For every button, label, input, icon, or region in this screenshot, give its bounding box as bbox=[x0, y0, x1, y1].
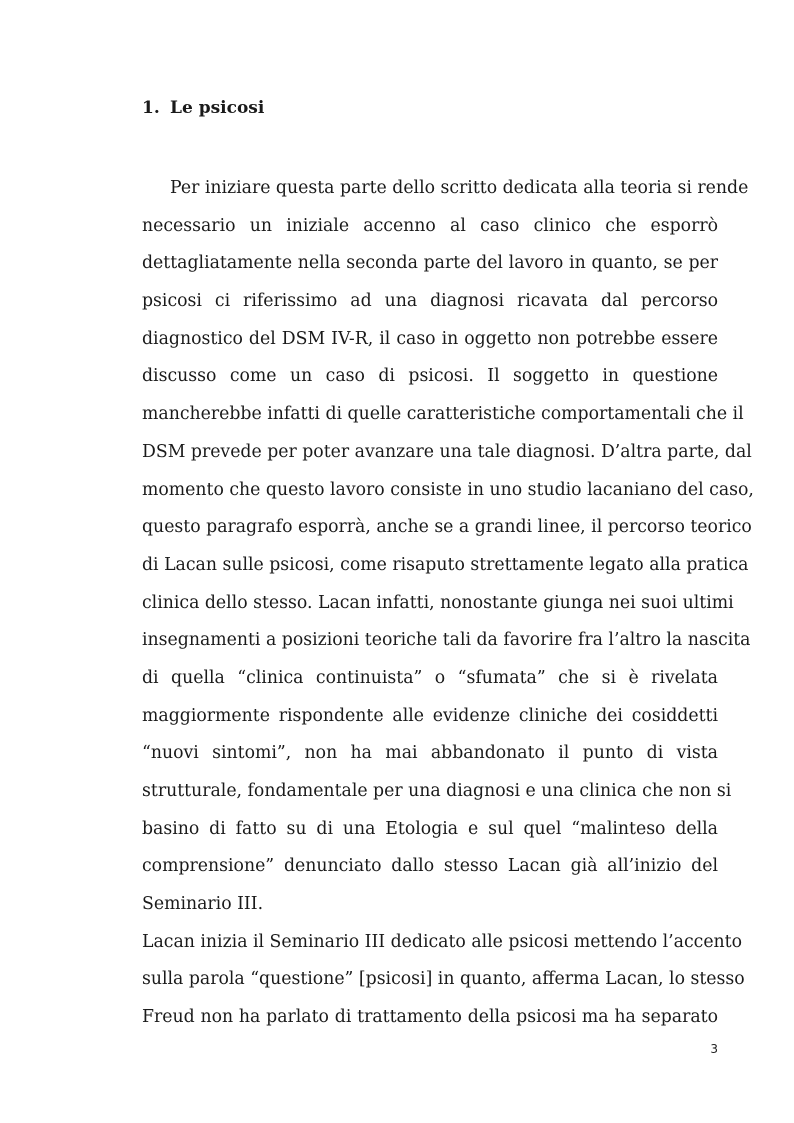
section-title: Le psicosi bbox=[170, 98, 265, 118]
text-line: basino di fatto su di una Etologia e sul quel “malinteso della bbox=[142, 818, 718, 839]
text-line: discusso come un caso di psicosi. Il soggetto in questione bbox=[142, 366, 718, 387]
page-number: 3 bbox=[710, 1042, 718, 1056]
text-line: dettagliatamente nella seconda parte del lavoro in quanto, se per bbox=[142, 253, 718, 274]
text-line: maggiormente rispondente alle evidenze cliniche dei cosiddetti bbox=[142, 705, 718, 726]
text-line: di Lacan sulle psicosi, come risaputo strettamente legato alla pratica bbox=[142, 554, 749, 575]
text-line: strutturale, fondamentale per una diagnosi e una clinica che non si bbox=[142, 781, 732, 801]
text-line: di quella “clinica continuista” o “sfumata” che si è rivelata bbox=[142, 667, 718, 688]
text-line: mancherebbe infatti di quelle caratteristiche comportamentali che il bbox=[142, 404, 744, 425]
text-line: DSM prevede per poter avanzare una tale diagnosi. D’altra parte, dal bbox=[142, 441, 752, 462]
body-text bbox=[142, 170, 754, 1037]
text-line: diagnostico del DSM IV-R, il caso in oggetto non potrebbe essere bbox=[142, 328, 718, 349]
text-line: sulla parola “questione” [psicosi] in quanto, afferma Lacan, lo stesso bbox=[142, 969, 745, 990]
text-line: Freud non ha parlato di trattamento della psicosi ma ha separato bbox=[142, 1007, 718, 1028]
section-heading bbox=[142, 96, 264, 120]
text-line: Lacan inizia il Seminario III dedicato alle psicosi mettendo l’accento bbox=[142, 931, 743, 952]
section-number: 1. bbox=[142, 98, 160, 118]
text-line: momento che questo lavoro consiste in uno studio lacaniano del caso, bbox=[142, 479, 754, 500]
text-line: Seminario III. bbox=[142, 894, 264, 915]
text-line: necessario un iniziale accenno al caso clinico che esporrò bbox=[142, 215, 718, 236]
text-line: “nuovi sintomi”, non ha mai abbandonato il punto di vista bbox=[142, 743, 718, 764]
text-line: insegnamenti a posizioni teoriche tali da favorire fra l’altro la nascita bbox=[142, 630, 751, 651]
text-line: psicosi ci riferissimo ad una diagnosi ricavata dal percorso bbox=[142, 291, 718, 312]
text-line: comprensione” denunciato dallo stesso Lacan già all’inizio del bbox=[142, 856, 718, 877]
text-line: Per iniziare questa parte dello scritto dedicata alla teoria si rende bbox=[170, 178, 749, 198]
text-line: questo paragrafo esporrà, anche se a grandi linee, il percorso teorico bbox=[142, 517, 752, 538]
text-line: clinica dello stesso. Lacan infatti, nonostante giunga nei suoi ultimi bbox=[142, 592, 734, 613]
